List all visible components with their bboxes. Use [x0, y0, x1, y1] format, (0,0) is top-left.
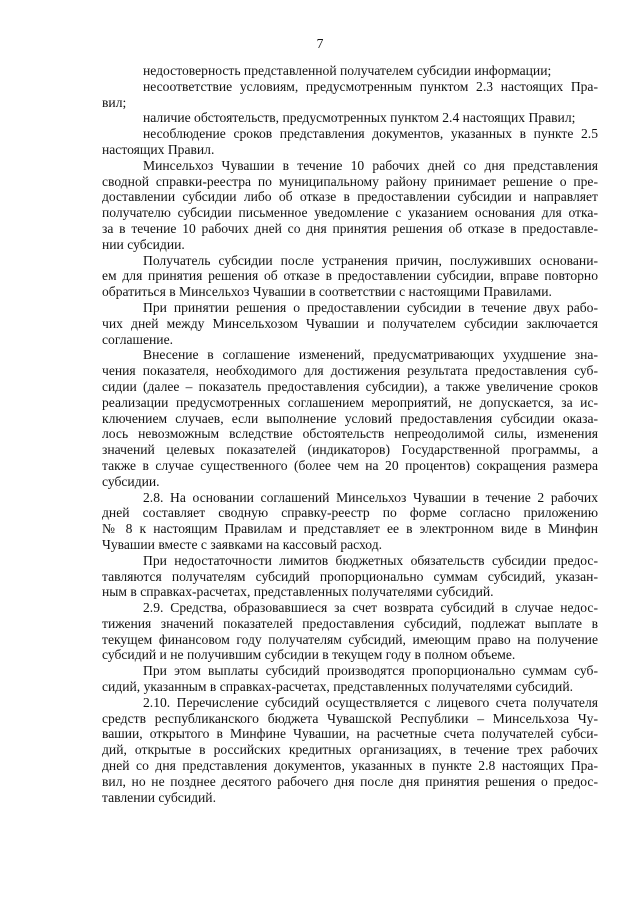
- text-line: ключением случаев, если выполнение условий предоставления субсидии оказа-: [102, 410, 598, 426]
- paragraph: [102, 663, 598, 695]
- text-line: настоящих Правил.: [102, 141, 215, 157]
- text-line: недостоверность представленной получателем субсидии информации;: [143, 63, 552, 78]
- text-line: сидии (далее – показатель предоставления субсидии), а также увеличение сроков: [102, 378, 598, 394]
- text-line: субсидии.: [102, 473, 160, 489]
- page-number: 7: [316, 36, 324, 51]
- text-line: чения показателя, необходимого для достижения результата предоставления суб-: [102, 363, 598, 379]
- text-line: При принятии решения о предоставлении субсидии в течение двух рабо-: [143, 299, 598, 315]
- text-line: Внесение в соглашение изменений, предусматривающих ухудшение зна-: [143, 347, 598, 363]
- text-line: также в случае существенного (более чем на 20 процентов) сокращения размера: [102, 457, 598, 473]
- text-line: вил, но не позднее десятого рабочего дня после дня принятия решения о предос-: [102, 773, 598, 789]
- text-line: наличие обстоятельств, предусмотренных пунктом 2.4 настоящих Правил;: [143, 110, 576, 126]
- paragraph: [102, 300, 598, 347]
- text-line: ным в справках-расчетах, представленных получателями субсидий.: [102, 584, 494, 600]
- text-line: вашии, открытого в Минфине Чувашии, на расчетные счета получателей субси-: [102, 726, 598, 742]
- text-line: реализации предусмотренных соглашением мероприятий, не допускается, за ис-: [102, 394, 598, 410]
- text-line: несоответствие условиям, предусмотренным пунктом 2.3 настоящих Пра-: [143, 78, 598, 94]
- text-line: При этом выплаты субсидий производятся пропорционально суммам суб-: [143, 663, 598, 679]
- text-line: 2.8. На основании соглашений Минсельхоз Чувашии в течение 2 рабочих: [143, 489, 598, 505]
- text-line: лось невозможным вследствие обстоятельств непреодолимой силы, изменения: [102, 426, 598, 442]
- body-text: [102, 63, 598, 805]
- text-line: 2.9. Средства, образовавшиеся за счет возврата субсидий в случае недос-: [143, 600, 598, 616]
- text-line: дней со дня представления документов, указанных в пункте 2.8 настоящих Пра-: [102, 758, 598, 774]
- text-line: чих дней между Минсельхозом Чувашии и получателем субсидии заключается: [102, 315, 598, 331]
- text-line: дий, открытые в российских кредитных организациях, в течение трех рабочих: [102, 742, 598, 758]
- paragraph: [102, 695, 598, 806]
- text-line: тижения значений показателей предоставления субсидий, подлежат выплате в: [102, 615, 598, 631]
- text-line: дней составляет сводную справку-реестр по форме согласно приложению: [102, 505, 598, 521]
- text-line: получателю субсидии письменное уведомление с указанием основания для отка-: [102, 205, 598, 221]
- text-line: несоблюдение сроков представления документов, указанных в пункте 2.5: [143, 126, 598, 142]
- text-line: Получатель субсидии после устранения причин, послуживших основани-: [143, 252, 598, 268]
- text-line: нии субсидии.: [102, 236, 185, 252]
- paragraph: [102, 253, 598, 300]
- text-line: ем для принятия решения об отказе в предоставлении субсидии, вправе повторно: [102, 268, 598, 284]
- text-line: за в течение 10 рабочих дней со дня принятия решения об отказе в предоставле-: [102, 220, 598, 236]
- text-line: 2.10. Перечисление субсидий осуществляется с лицевого счета получателя: [143, 694, 598, 710]
- text-line: № 8 к настоящим Правилам и представляет ее в электронном виде в Минфин: [102, 521, 598, 537]
- text-line: соглашение.: [102, 331, 174, 347]
- text-line: Минсельхоз Чувашии в течение 10 рабочих дней со дня представления: [143, 157, 598, 173]
- paragraph: [102, 110, 598, 126]
- paragraph: [102, 600, 598, 663]
- text-line: доставлении субсидии либо об отказе в предоставлении субсидии и направляет: [102, 189, 598, 205]
- paragraph: [102, 490, 598, 553]
- text-line: вил;: [102, 94, 127, 110]
- paragraph: [102, 347, 598, 489]
- paragraph: [102, 126, 598, 158]
- text-line: субсидий и не получившим субсидии в текущем году в полном объеме.: [102, 647, 516, 663]
- paragraph: [102, 158, 598, 253]
- text-line: сидий, указанным в справках-расчетах, представленных получателями субсидий.: [102, 679, 574, 695]
- text-line: средств республиканского бюджета Чувашской Республики – Минсельхоза Чу-: [102, 710, 598, 726]
- text-line: тавлении субсидий.: [102, 789, 216, 805]
- paragraph: [102, 79, 598, 111]
- text-line: текущем финансовом году получателям субсидий, имеющим право на получение: [102, 631, 598, 647]
- text-line: значений целевых показателей (индикаторов) Государственной программы, а: [102, 442, 598, 458]
- text-line: При недостаточности лимитов бюджетных обязательств субсидии предос-: [143, 552, 598, 568]
- paragraph: [102, 63, 598, 79]
- text-line: обратиться в Минсельхоз Чувашии в соответствии с настоящими Правилами.: [102, 284, 552, 300]
- text-line: тавляются получателям субсидий пропорционально суммам субсидий, указан-: [102, 568, 598, 584]
- paragraph: [102, 553, 598, 600]
- text-line: Чувашии вместе с заявками на кассовый расход.: [102, 536, 383, 552]
- text-line: сводной справки-реестра по муниципальному району принимает решение о пре-: [102, 173, 598, 189]
